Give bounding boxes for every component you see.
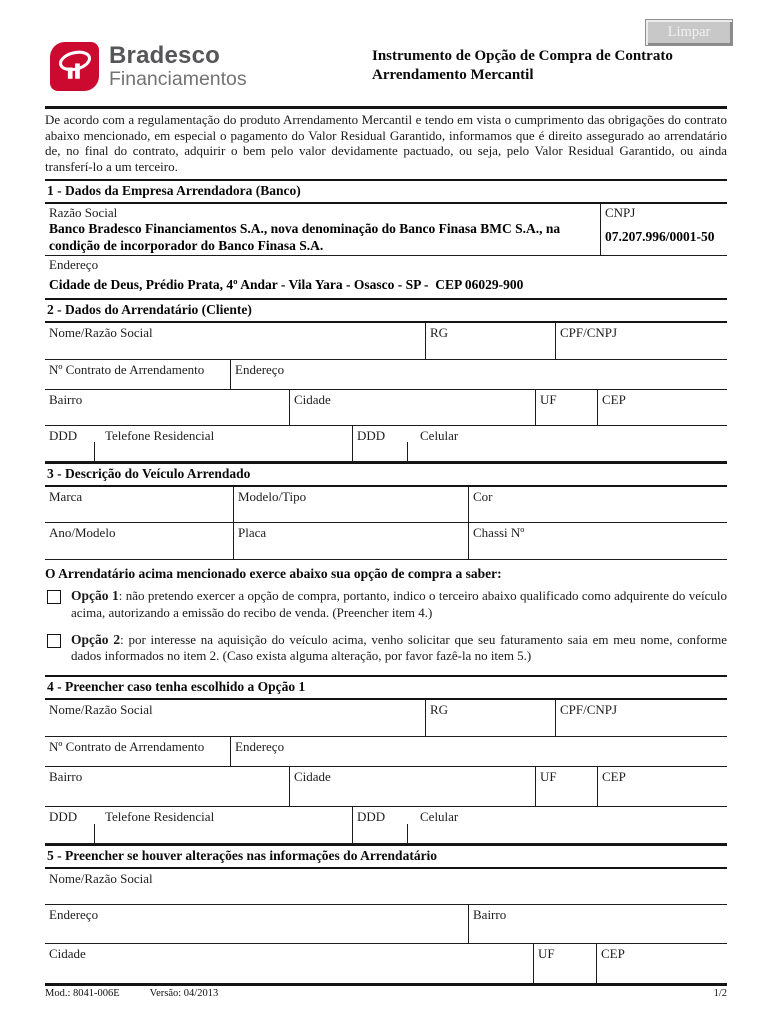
section5-header: 5 - Preencher se houver alterações nas informações do Arrendatário: [45, 844, 727, 869]
s3-marca-label: Marca: [49, 489, 83, 505]
s5-cidade-label: Cidade: [49, 946, 86, 962]
s1-cnpj-field: [600, 204, 727, 255]
section5-row1: [45, 869, 727, 905]
section2-row2: [45, 360, 727, 390]
s5-cep-label: CEP: [601, 946, 625, 962]
s3-placa-field[interactable]: [233, 523, 468, 559]
s1-razao-social-value: Banco Bradesco Financiamentos S.A., nova denominação do Banco Finasa BMC S.A., na condição de incorporador do Banco Finasa S.A.: [49, 221, 561, 253]
brand-text: [109, 43, 247, 90]
s5-uf-label: UF: [538, 946, 555, 962]
s2-celular-field[interactable]: [408, 426, 727, 461]
section4-row4: [45, 807, 727, 844]
s4-cep-label: CEP: [602, 769, 626, 785]
s3-cor-field[interactable]: [468, 487, 727, 522]
section4-header: 4 - Preencher caso tenha escolhido a Opção 1: [45, 675, 727, 700]
s2-uf-label: UF: [540, 392, 557, 408]
s2-ddd-residencial-label: DDD: [49, 428, 78, 444]
s1-razao-social-label: Razão Social: [49, 205, 118, 221]
option2-label: Opção 2: [71, 631, 121, 647]
section3-row1: [45, 487, 727, 523]
section1-header: 1 - Dados da Empresa Arrendadora (Banco): [45, 179, 727, 204]
s2-bairro-label: Bairro: [49, 392, 83, 408]
option2-row: [45, 632, 727, 664]
option2-text: [71, 632, 727, 664]
brand-name: Bradesco: [109, 42, 220, 69]
section2-row4: [45, 426, 727, 462]
s4-ddd-residencial-label: DDD: [49, 809, 78, 825]
s1-cnpj-value: 07.207.996/0001-50: [605, 229, 715, 245]
option2-checkbox[interactable]: [47, 634, 61, 648]
s2-rg-label: RG: [430, 325, 449, 341]
s4-celular-field[interactable]: [408, 807, 727, 843]
s2-ddd-celular-field[interactable]: [352, 426, 408, 461]
s2-endereco-label: Endereço: [235, 362, 285, 378]
section3-row2: [45, 523, 727, 560]
s2-contrato-label: Nº Contrato de Arrendamento: [49, 362, 205, 378]
s4-cidade-label: Cidade: [294, 769, 331, 785]
section4-row1: [45, 700, 727, 737]
bradesco-logo-icon: [50, 42, 99, 91]
footer-page-number: 1/2: [713, 988, 727, 1000]
section1-row2: [45, 256, 727, 298]
s2-contrato-field[interactable]: [45, 360, 230, 389]
s5-bairro-label: Bairro: [473, 907, 507, 923]
footer-versao: Versão: 04/2013: [149, 988, 219, 1000]
s5-endereco-field[interactable]: [45, 905, 468, 943]
s4-contrato-label: Nº Contrato de Arrendamento: [49, 739, 205, 755]
s5-endereco-label: Endereço: [49, 907, 99, 923]
s2-endereco-field[interactable]: [230, 360, 727, 389]
s3-marca-field[interactable]: [45, 487, 233, 522]
s4-celular-label: Celular: [420, 809, 459, 825]
s4-ddd-celular-field[interactable]: [352, 807, 408, 843]
purchase-option-heading: O Arrendatário acima mencionado exerce abaixo sua opção de compra a saber:: [45, 566, 502, 582]
bradesco-logo: [50, 42, 247, 91]
s3-modelo-label: Modelo/Tipo: [238, 489, 307, 505]
clear-form-button[interactable]: Limpar: [645, 19, 733, 46]
section5-row2: [45, 905, 727, 944]
s4-nome-field[interactable]: [45, 700, 425, 736]
s4-rg-field[interactable]: [425, 700, 555, 736]
s1-endereco-field: [45, 256, 727, 298]
option1-label: Opção 1: [71, 588, 119, 604]
s4-cpf-field[interactable]: [555, 700, 727, 736]
section1-row1: [45, 204, 727, 256]
s2-uf-field[interactable]: [535, 390, 597, 425]
section2-header: 2 - Dados do Arrendatário (Cliente): [45, 298, 727, 323]
s2-telefone-label: Telefone Residencial: [105, 428, 215, 444]
s3-ano-label: Ano/Modelo: [49, 525, 116, 541]
option1-description: : não pretendo exercer a opção de compra, portanto, indico o terceiro abaixo qualificado como adquirente do veículo acima, autorizando a emissão do recibo de venda. (Preencher item 4.): [71, 588, 727, 620]
s3-ano-field[interactable]: [45, 523, 233, 559]
s2-nome-label: Nome/Razão Social: [49, 325, 153, 341]
s1-endereco-label: Endereço: [49, 257, 99, 273]
s4-contrato-field[interactable]: [45, 737, 230, 766]
section4-row3: [45, 767, 727, 807]
section5-row3: [45, 944, 727, 983]
s2-cidade-label: Cidade: [294, 392, 331, 408]
s2-cpf-label: CPF/CNPJ: [560, 325, 618, 341]
document-title: [372, 47, 673, 85]
intro-paragraph: De acordo com a regulamentação do produto Arrendamento Mercantil e tendo em vista o cumprimento das obrigações do contrato abaixo mencionado, em especial o pagamento do Valor Residual Garantido, informamos que é direito assegurado ao arrendatário de, no final do contrato, adquirir o bem pelo valor devidamente pactuado, ou seja, pelo Valor Residual Garantido, ou ainda transferí-lo a um terceiro.: [45, 106, 727, 179]
s2-rg-field[interactable]: [425, 323, 555, 359]
s5-bairro-field[interactable]: [468, 905, 727, 943]
document-title-line1: Instrumento de Opção de Compra de Contrato: [372, 48, 673, 64]
s5-cep-field[interactable]: [596, 944, 727, 983]
section4-row2: [45, 737, 727, 767]
s5-cidade-field[interactable]: [45, 944, 533, 983]
s2-cep-field[interactable]: [597, 390, 727, 425]
section3-header: 3 - Descrição do Veículo Arrendado: [45, 462, 727, 487]
s4-endereco-field[interactable]: [230, 737, 727, 766]
s5-nome-label: Nome/Razão Social: [49, 871, 153, 887]
s2-celular-label: Celular: [420, 428, 459, 444]
option1-checkbox[interactable]: [47, 590, 61, 604]
s2-telefone-field[interactable]: [95, 426, 352, 461]
document-title-line2: Arrendamento Mercantil: [372, 67, 534, 83]
s4-uf-field[interactable]: [535, 767, 597, 806]
s4-bairro-label: Bairro: [49, 769, 83, 785]
s4-telefone-field[interactable]: [95, 807, 352, 843]
s3-cor-label: Cor: [473, 489, 493, 505]
s2-cpf-field[interactable]: [555, 323, 727, 359]
s4-rg-label: RG: [430, 702, 449, 718]
s2-ddd-residencial-field[interactable]: [45, 426, 95, 461]
option1-text: [71, 588, 727, 620]
s3-modelo-field[interactable]: [233, 487, 468, 522]
s2-ddd-celular-label: DDD: [357, 428, 386, 444]
s1-cnpj-label: CNPJ: [605, 205, 636, 221]
s3-chassi-field[interactable]: [468, 523, 727, 559]
s4-ddd-residencial-field[interactable]: [45, 807, 95, 843]
s4-endereco-label: Endereço: [235, 739, 285, 755]
s4-cpf-label: CPF/CNPJ: [560, 702, 618, 718]
s5-uf-field[interactable]: [533, 944, 596, 983]
s1-endereco-value: Cidade de Deus, Prédio Prata, 4º Andar - Vila Yara - Osasco - SP - CEP 06029-900: [49, 277, 524, 293]
page-footer: [45, 983, 727, 999]
form-content: [45, 106, 727, 999]
s4-telefone-label: Telefone Residencial: [105, 809, 215, 825]
section2-row1: [45, 323, 727, 360]
footer-mod: Mod.: 8041-006E: [45, 988, 120, 1000]
s4-ddd-celular-label: DDD: [357, 809, 386, 825]
s1-razao-social-field: [45, 204, 600, 255]
s2-bairro-field[interactable]: [45, 390, 289, 425]
option2-description: : por interesse na aquisição do veículo acima, venho solicitar que seu faturamento saia em meu nome, conforme dados informados no item 2. (Caso exista alguma alteração, por favor fazê-la no item 5.): [71, 631, 727, 663]
s4-cidade-field[interactable]: [289, 767, 535, 806]
s3-chassi-label: Chassi Nº: [473, 525, 525, 541]
s4-bairro-field[interactable]: [45, 767, 289, 806]
s2-nome-field[interactable]: [45, 323, 425, 359]
brand-subname: Financiamentos: [109, 68, 247, 90]
s2-cidade-field[interactable]: [289, 390, 535, 425]
s4-cep-field[interactable]: [597, 767, 727, 806]
option1-row: [45, 588, 727, 620]
s4-uf-label: UF: [540, 769, 557, 785]
section2-row3: [45, 390, 727, 426]
s3-placa-label: Placa: [238, 525, 267, 541]
s4-nome-label: Nome/Razão Social: [49, 702, 153, 718]
s2-cep-label: CEP: [602, 392, 626, 408]
s5-nome-field[interactable]: [45, 869, 727, 904]
